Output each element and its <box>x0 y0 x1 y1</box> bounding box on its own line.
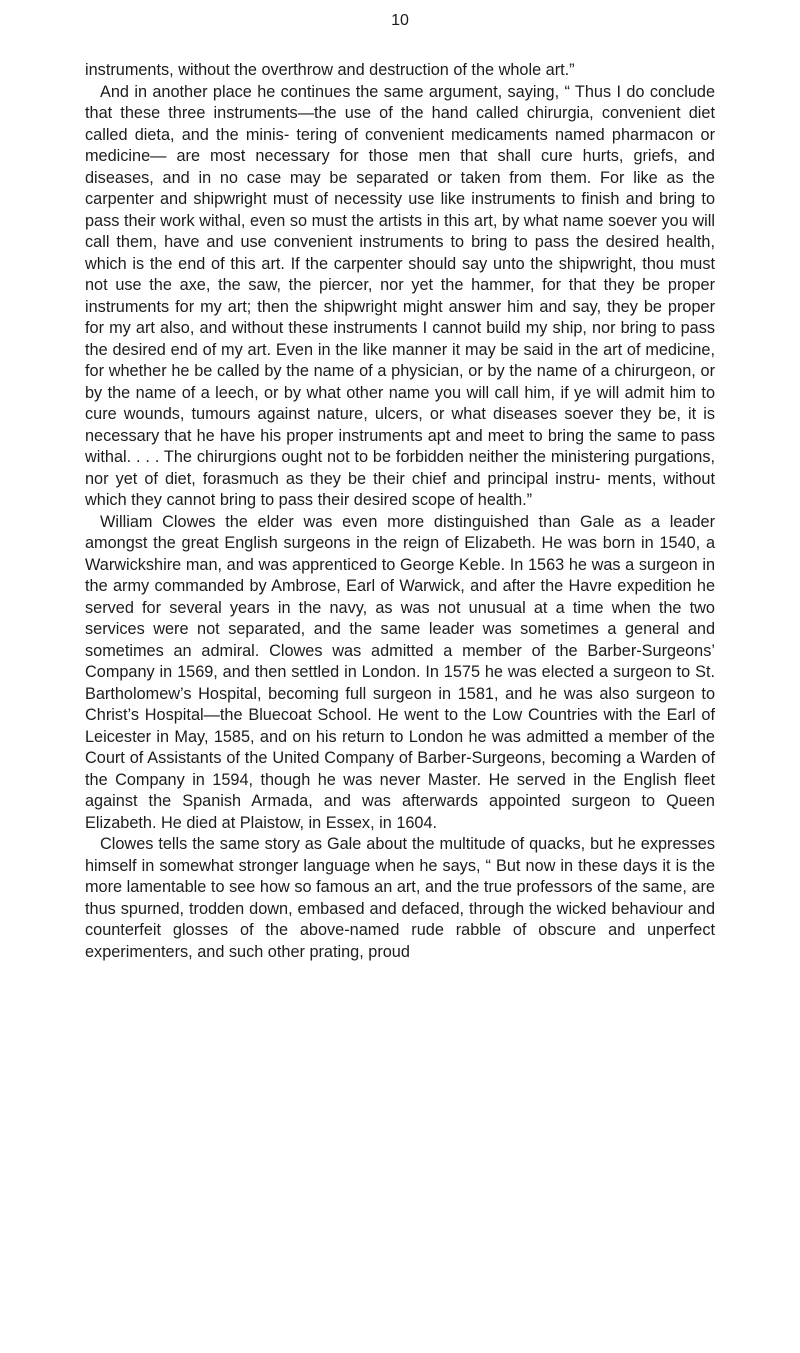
paragraph-continuation: instruments, without the overthrow and destruction of the whole art.” <box>85 61 575 79</box>
paragraph-clowes-biography: William Clowes the elder was even more distinguished than Gale as a leader amongst the great English surgeons in the reign of Elizabeth. He was born in 1540, a Warwickshire man, and was apprenticed to George Keble. In 1563 he was a surgeon in the army commanded by Ambrose, Earl of Warwick, and after the Havre expedition he served for several years in the navy, as was not unusual at a time when the two services were not separated, and the same leader was sometimes a general and sometimes an admiral. Clowes was admitted a member of the Barber-Surgeons’ Company in 1569, and then settled in London. In 1575 he was elected a surgeon to St. Bartholomew’s Hospital, becoming full surgeon in 1581, and he was also surgeon to Christ’s Hospital—the Bluecoat School. He went to the Low Countries with the Earl of Leicester in May, 1585, and on his return to London he was admitted a member of the Court of Assistants of the United Company of Barber-Surgeons, becoming a Warden of the Company in 1594, though he was never Master. He served in the English fleet against the Spanish Armada, and was afterwards appointed surgeon to Queen Elizabeth. He died at Plaistow, in Essex, in 1604. <box>85 512 715 832</box>
page-number: 10 <box>391 12 409 29</box>
paragraph-clowes-quacks: Clowes tells the same story as Gale about the multitude of quacks, but he expresses himself in somewhat stronger language when he says, “ But now in these days it is the more lamentable to see how so famous an art, and the true professors of the same, are thus spurned, trodden down, embased and defaced, through the wicked behaviour and counterfeit glosses of the above-named rude rabble of obscure and unperfect experimenters, and such other prating, proud <box>85 835 715 961</box>
paragraph-gale-quote: And in another place he continues the same argument, saying, “ Thus I do conclude that these three instruments—the use of the hand called chirurgia, convenient diet called dieta, and the minis- tering of convenient medicaments named pharmacon or medicine— are most necessary for those men that shall cure hurts, griefs, and diseases, and in no case may be separated or taken from them. For like as the carpenter and shipwright must of necessity use like instruments to finish and bring to pass their work withal, even so must the artists in this art, by what name soever you will call them, have and use convenient instruments to bring to pass the desired health, which is the end of this art. If the carpenter should say unto the shipwright, thou must not use the axe, the saw, the piercer, nor yet the hammer, for that they be proper instruments for my art; then the shipwright might answer him and say, they be proper for my art also, and without these instruments I cannot build my ship, nor bring to pass the desired end of my art. Even in the like manner it may be said in the art of medicine, for whether he be called by the name of a physician, or by the name of a chirurgeon, or by the name of a leech, or by what other name you will call him, if ye will admit him to cure wounds, tumours against nature, ulcers, or what diseases soever they be, it is necessary that he have his proper instruments apt and meet to bring the same to pass withal. . . . The chirurgions ought not to be forbidden neither the ministering purgations, nor yet of diet, forasmuch as they be their chief and principal instru- ments, without which they cannot bring to pass their desired scope of health.” <box>85 82 715 509</box>
body-text <box>85 60 715 963</box>
